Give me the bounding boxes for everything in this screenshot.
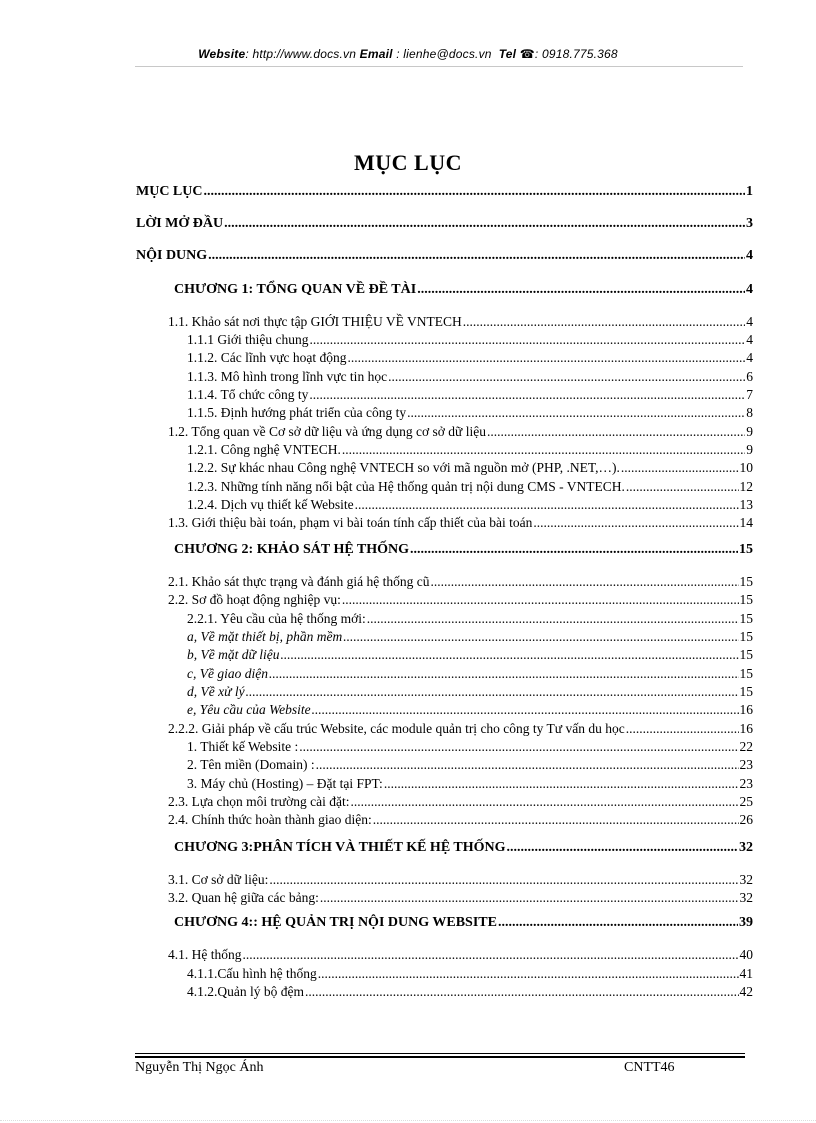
tel-label: Tel (498, 47, 517, 61)
toc-entry[interactable]: 1.1.1 Giới thiệu chung ..... 4 (187, 332, 753, 348)
toc-entry[interactable]: NỘI DUNG ..... 4 (136, 248, 753, 264)
toc-entry[interactable]: 2.2.1. Yêu cầu của hệ thống mới: ..... 15 (187, 611, 753, 627)
toc-entry[interactable]: 2. Tên miền (Domain) : ..... 23 (187, 757, 753, 773)
toc-entry[interactable]: 3.1. Cơ sở dữ liệu: ..... 32 (168, 872, 753, 888)
toc-entry[interactable]: 1.1. Khảo sát nơi thực tập GIỚI THIỆU VỀ VNTECH ..... 4 (168, 314, 753, 330)
toc-chapter[interactable]: CHƯƠNG 3:PHÂN TÍCH VÀ THIẾT KẾ HỆ THỐNG ..... 32 (174, 840, 753, 856)
toc-entry[interactable]: 1.1.4. Tổ chức công ty ..... 7 (187, 387, 753, 403)
toc-entry[interactable]: 2.2.2. Giải pháp về cấu trúc Website, các module quản trị cho công ty Tư vấn du học ..... 16 (168, 721, 753, 737)
toc-entry[interactable]: 2.2. Sơ đồ hoạt động nghiệp vụ: ..... 15 (168, 592, 753, 608)
toc-entry[interactable]: e, Yêu cầu của Website ..... 16 (187, 702, 753, 718)
toc-entry[interactable]: 1.2. Tổng quan về Cơ sở dữ liệu và ứng dụng cơ sở dữ liệu ..... 9 (168, 424, 753, 440)
toc-entry[interactable]: 1.1.3. Mô hình trong lĩnh vực tin học ..... 6 (187, 369, 753, 385)
toc-entry[interactable]: 4.1.2.Quản lý bộ đệm ..... 42 (187, 984, 753, 1000)
toc-entry[interactable]: b, Về mặt dữ liệu ..... 15 (187, 647, 753, 663)
website-label: Website (198, 47, 246, 61)
toc-entry[interactable]: 1. Thiết kế Website : ..... 22 (187, 739, 753, 755)
toc-chapter[interactable]: CHƯƠNG 1: TỔNG QUAN VỀ ĐỀ TÀI ..... 4 (174, 282, 753, 298)
toc-entry[interactable]: LỜI MỞ ĐẦU ..... 3 (136, 216, 753, 232)
toc-entry[interactable]: 4.1. Hệ thống ..... 40 (168, 947, 753, 963)
toc-chapter[interactable]: CHƯƠNG 4:: HỆ QUẢN TRỊ NỘI DUNG WEBSITE ..... 39 (174, 915, 753, 931)
toc-entry[interactable]: 1.2.1. Công nghệ VNTECH. ..... 9 (187, 442, 753, 458)
header-rule (135, 66, 743, 67)
page-header (0, 47, 816, 61)
toc-entry[interactable]: MỤC LỤC ..... 1 (136, 184, 753, 200)
footer-author: Nguyễn Thị Ngọc Ánh (135, 1060, 264, 1075)
toc-entry[interactable]: 1.1.5. Định hướng phát triển của công ty ..... 8 (187, 405, 753, 421)
toc-chapter[interactable]: CHƯƠNG 2: KHẢO SÁT HỆ THỐNG ..... 15 (174, 542, 753, 558)
footer-rule-thick (135, 1056, 745, 1058)
email-value: : lienhe@docs.vn (392, 47, 492, 61)
toc-entry[interactable]: 1.1.2. Các lĩnh vực hoạt động ..... 4 (187, 350, 753, 366)
page-edge (0, 1120, 816, 1121)
toc-entry[interactable]: c, Về giao diện ..... 15 (187, 666, 753, 682)
toc-entry[interactable]: 2.3. Lựa chọn môi trường cài đặt: ..... 25 (168, 794, 753, 810)
toc-entry[interactable]: 2.1. Khảo sát thực trạng và đánh giá hệ thống cũ ..... 15 (168, 574, 753, 590)
toc-entry[interactable]: 1.2.2. Sự khác nhau Công nghệ VNTECH so với mã nguồn mở (PHP, .NET,…). ..... 10 (187, 460, 753, 476)
toc-entry[interactable]: 3.2. Quan hệ giữa các bảng: ..... 32 (168, 890, 753, 906)
toc-entry[interactable]: 3. Máy chủ (Hosting) – Đặt tại FPT: ..... 23 (187, 776, 753, 792)
phone-icon: ☎ (519, 47, 535, 61)
toc-entry[interactable]: 4.1.1.Cấu hình hệ thống ..... 41 (187, 966, 753, 982)
toc-entry[interactable]: 1.2.3. Những tính năng nổi bật của Hệ thống quản trị nội dung CMS - VNTECH. ..... 12 (187, 479, 753, 495)
toc-entry[interactable]: 1.3. Giới thiệu bài toán, phạm vi bài toán tính cấp thiết của bài toán ..... 14 (168, 515, 753, 531)
website-value: : http://www.docs.vn (245, 47, 357, 61)
toc-entry[interactable]: 1.2.4. Dịch vụ thiết kế Website ..... 13 (187, 497, 753, 513)
footer-rule-thin (135, 1053, 745, 1054)
footer-class: CNTT46 (624, 1060, 675, 1075)
tel-value: : 0918.775.368 (534, 47, 618, 61)
toc-entry[interactable]: a, Về mặt thiết bị, phần mềm ..... 15 (187, 629, 753, 645)
page-title: MỤC LỤC (354, 150, 462, 175)
email-label: Email (359, 47, 393, 61)
toc-entry[interactable]: 2.4. Chính thức hoàn thành giao diện: ..... 26 (168, 812, 753, 828)
toc-entry[interactable]: d, Về xử lý ..... 15 (187, 684, 753, 700)
